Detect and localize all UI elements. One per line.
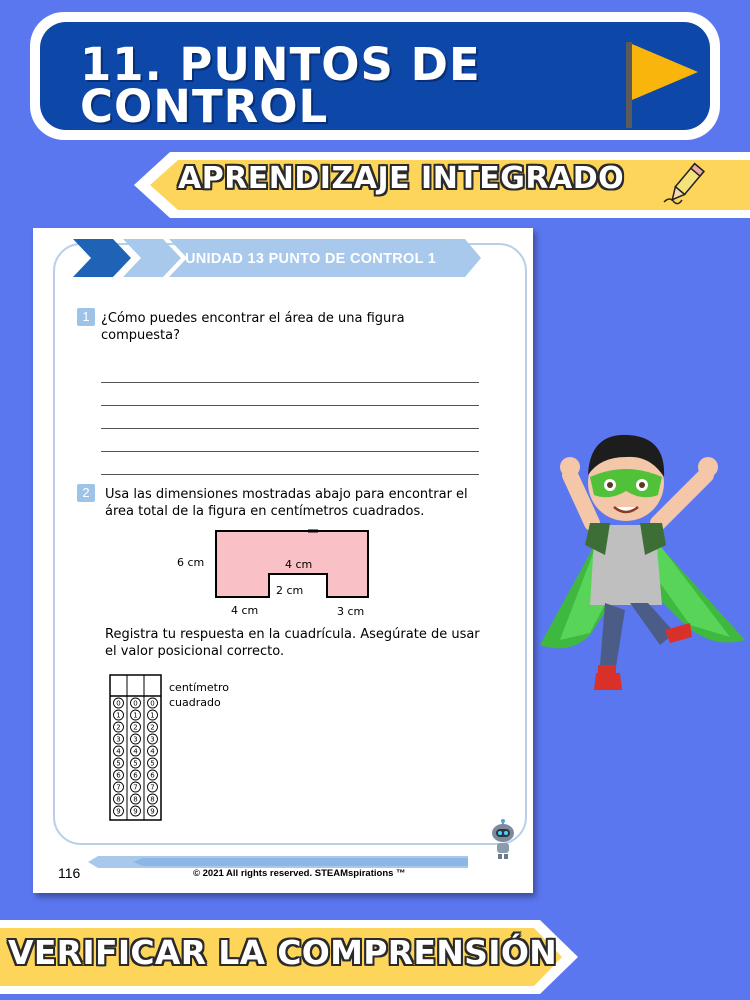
bubble-digit-label: 5 xyxy=(116,759,121,768)
robot-icon xyxy=(488,818,518,860)
answer-line-1[interactable] xyxy=(101,382,479,383)
dim-top-inner: 4 cm xyxy=(285,558,313,571)
bubble-digit-label: 6 xyxy=(116,771,121,780)
worksheet xyxy=(33,228,533,893)
bubble-digit-label: 4 xyxy=(116,747,121,756)
bubble-digit-label: 3 xyxy=(133,735,138,744)
bubble-digit-label: 1 xyxy=(116,711,121,720)
bubble-digit-label: 9 xyxy=(133,807,138,816)
bubble-digit-label: 2 xyxy=(116,723,121,732)
answer-line-4[interactable] xyxy=(101,451,479,452)
bubble-digit-label: 5 xyxy=(133,759,138,768)
question-1-line-1: ¿Cómo puedes encontrar el área de una figura xyxy=(101,311,405,326)
footer-bar xyxy=(88,855,468,869)
bubble-digit-label: 7 xyxy=(116,783,121,792)
dim-height: 6 cm xyxy=(177,556,205,569)
instr-line-2: el valor posicional correcto. xyxy=(105,644,285,659)
question-1-line-2: compuesta? xyxy=(101,328,180,343)
bubble-digit-label: 1 xyxy=(150,711,155,720)
bubble-digit-label: 0 xyxy=(116,699,121,708)
bubble-digit-label: 9 xyxy=(150,807,155,816)
bubble-digit-label: 8 xyxy=(116,795,121,804)
bubble-digit-label: 8 xyxy=(133,795,138,804)
flag-icon xyxy=(620,36,710,136)
question-2-line-2: área total de la figura en centímetros cuadrados. xyxy=(105,504,425,519)
unit-title: UNIDAD 13 PUNTO DE CONTROL 1 xyxy=(185,251,437,267)
answer-line-2[interactable] xyxy=(101,405,479,406)
title-line-1: 11. PUNTOS DE xyxy=(80,38,481,91)
question-2-number: 2 xyxy=(77,484,95,502)
bubble-digit-label: 2 xyxy=(133,723,138,732)
ribbon-bottom-label: VERIFICAR LA COMPRENSIÓN xyxy=(8,933,558,972)
bubble-digit-label: 2 xyxy=(150,723,155,732)
bubble-digit-label: 1 xyxy=(133,711,138,720)
instr-line-1: Registra tu respuesta en la cuadrícula. Asegúrate de usar xyxy=(105,627,480,642)
bubble-digit-label: 9 xyxy=(116,807,121,816)
bubble-digit-label: 6 xyxy=(150,771,155,780)
grid-caption-line-2: cuadrado xyxy=(169,696,221,709)
grid-instructions xyxy=(105,626,480,660)
question-1-text xyxy=(101,310,405,344)
title-line-2: CONTROL xyxy=(80,80,329,133)
dim-left-bottom: 4 cm xyxy=(231,604,259,617)
answer-grid[interactable] xyxy=(109,674,163,822)
answer-line-3[interactable] xyxy=(101,428,479,429)
dim-right-bottom: 3 cm xyxy=(337,605,365,618)
bubble-digit-label: 4 xyxy=(133,747,138,756)
bubble-digit-label: 8 xyxy=(150,795,155,804)
grid-caption xyxy=(169,680,229,710)
page-title xyxy=(80,38,580,133)
superhero-kid-illustration xyxy=(530,405,750,735)
grid-caption-line-1: centímetro xyxy=(169,681,229,694)
bubble-digit-label: 3 xyxy=(150,735,155,744)
copyright: © 2021 All rights reserved. STEAMspirations ™ xyxy=(193,868,406,879)
title-inner xyxy=(40,22,710,133)
bubble-digit-label: 3 xyxy=(116,735,121,744)
answer-line-5[interactable] xyxy=(101,474,479,475)
dim-notch: 2 cm xyxy=(276,584,304,597)
question-1-number: 1 xyxy=(77,308,95,326)
ribbon-top-label: APRENDIZAJE INTEGRADO xyxy=(178,161,625,196)
page-number: 116 xyxy=(58,865,81,881)
bubble-digit-label: 7 xyxy=(133,783,138,792)
question-2-text xyxy=(105,486,468,520)
bubble-digit-label: 6 xyxy=(133,771,138,780)
pencil-icon xyxy=(660,158,710,208)
bubble-digit-label: 0 xyxy=(133,699,138,708)
bubble-digit-label: 4 xyxy=(150,747,155,756)
question-2-line-1: Usa las dimensiones mostradas abajo para encontrar el xyxy=(105,487,468,502)
bubble-digit-label: 7 xyxy=(150,783,155,792)
bubble-digit-label: 5 xyxy=(150,759,155,768)
title-banner xyxy=(30,12,720,140)
bubble-digit-label: 0 xyxy=(150,699,155,708)
